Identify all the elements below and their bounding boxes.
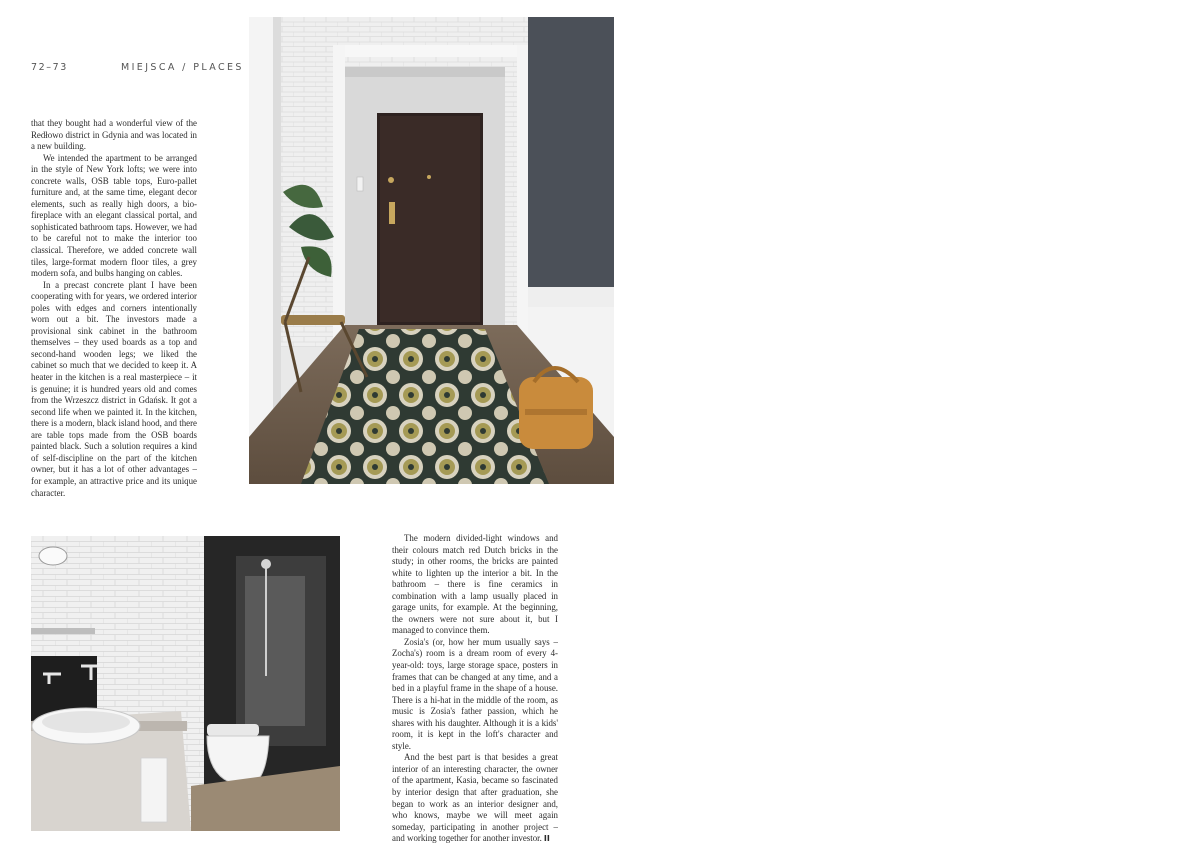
bathroom-illustration: [31, 536, 340, 831]
hallway-illustration: [249, 17, 614, 484]
page-numbers: 72–73: [31, 62, 68, 73]
article-column-left: [31, 118, 197, 499]
section-title: MIEJSCA / PLACES: [121, 62, 244, 73]
bathroom-photo: [31, 536, 340, 831]
paragraph: [392, 752, 558, 844]
paragraph-text: And the best part is that besides a great interior of an interesting character, the owner of the apartment, Kasia, became so fascinated by interior design that after graduation, she began to work as an interior designer and, who knows, maybe we will meet again someday, participating in another project – and working together for another investor.: [392, 752, 558, 844]
paragraph: The modern divided-light windows and their colours match red Dutch bricks in the study; in other rooms, the bricks are painted white to lighten up the interior a bit. In the bathroom – there is fine ceramics in combination with a lamp usually placed in garage units, for example. At the beginning, the owners were not sure about it, but I managed to convince them.: [392, 533, 558, 636]
article-column-right: [392, 533, 558, 845]
paragraph: In a precast concrete plant I have been cooperating with for years, we ordered interior poles with edges and corners intentionally worn out a bit. The investors made a provisional sink cabinet in the bathroom themselves – they used boards as a top and second-hand wooden legs; we liked the cabinet so much that we decided to keep it. A heater in the kitchen is a real masterpiece – it is genuine; it is hundred years old and comes from the Wrzeszcz district in Gdańsk. It got a second life when we painted it. In the kitchen, there is a modern, black island hood, and there are table tops made from the OSB boards painted black. Such a solution requires a kind of self-discipline on the part of the kitchen owner, but it has a lot of other advantages – for example, an attractive price and its unique character.: [31, 279, 197, 498]
paragraph: that they bought had a wonderful view of the Redłowo district in Gdynia and was located in a new building.: [31, 118, 197, 152]
paragraph: Zosia's (or, how her mum usually says – Zocha's) room is a dream room of every 4-year-old: toys, large storage space, posters in frames that can be changed at any time, and a bed in a playful frame in the shape of a house. There is a hi-hat in the middle of the room, as music is Zosia's father passion, which he shares with his daughter. Although it is a kids' room, it is kept in the loft's character and style.: [392, 636, 558, 751]
end-mark: II: [543, 834, 550, 844]
hallway-photo: [249, 17, 614, 484]
paragraph: We intended the apartment to be arranged in the style of New York lofts; we were into concrete walls, OSB table tops, Euro-pallet furniture and, at the same time, elegant decor elements, such as really high doors, a bio-fireplace with an elegant classical portal, and sophisticated bathroom taps. However, we had to be careful not to make the interior too classical. Therefore, we added concrete wall tiles, large-format modern floor tiles, a grey modern sofa, and bulbs hanging on cables.: [31, 152, 197, 279]
